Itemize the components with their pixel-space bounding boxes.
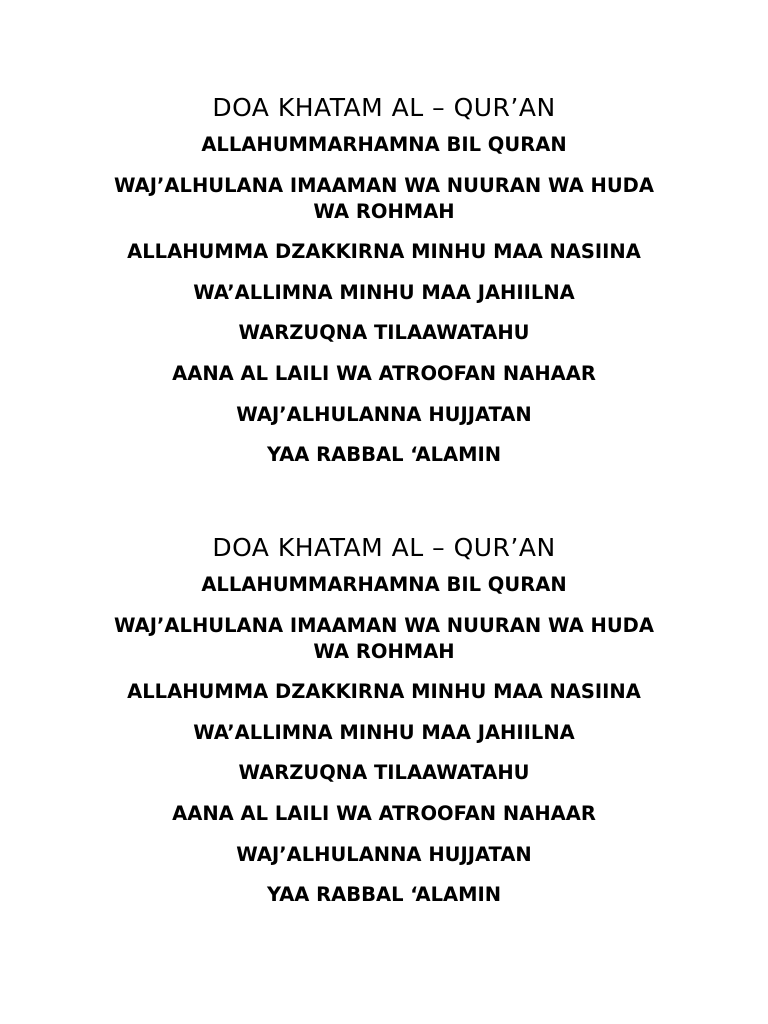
prayer-line: ALLAHUMMARHAMNA BIL QURAN — [201, 133, 567, 156]
prayer-title: DOA KHATAM AL – QUR’AN — [212, 93, 556, 122]
prayer-block-1 — [0, 92, 768, 483]
prayer-line: AANA AL LAILI WA ATROOFAN NAHAAR — [172, 801, 596, 825]
prayer-title: DOA KHATAM AL – QUR’AN — [212, 533, 556, 562]
prayer-line: WA’ALLIMNA MINHU MAA JAHIILNA — [193, 720, 575, 744]
prayer-line: WARZUQNA TILAAWATAHU — [238, 761, 530, 785]
prayer-line: WAJ’ALHULANNA HUJJATAN — [236, 842, 532, 866]
prayer-line: AANA AL LAILI WA ATROOFAN NAHAAR — [172, 361, 596, 385]
prayer-line: YAA RABBAL ‘ALAMIN — [266, 443, 502, 467]
prayer-lines — [0, 572, 768, 908]
prayer-line: WAJ’ALHULANA IMAAMAN WA NUURAN WA HUDA WA ROHMAH — [114, 613, 654, 663]
prayer-block-2 — [0, 532, 768, 923]
prayer-line: WAJ’ALHULANA IMAAMAN WA NUURAN WA HUDA WA ROHMAH — [114, 173, 654, 223]
prayer-lines — [0, 132, 768, 468]
prayer-line: ALLAHUMMARHAMNA BIL QURAN — [201, 573, 567, 596]
prayer-line: WAJ’ALHULANNA HUJJATAN — [236, 402, 532, 426]
prayer-line: WARZUQNA TILAAWATAHU — [238, 321, 530, 345]
prayer-line: ALLAHUMMA DZAKKIRNA MINHU MAA NASIINA — [127, 680, 641, 704]
prayer-line: YAA RABBAL ‘ALAMIN — [266, 883, 502, 907]
prayer-line: WA’ALLIMNA MINHU MAA JAHIILNA — [193, 280, 575, 304]
prayer-line: ALLAHUMMA DZAKKIRNA MINHU MAA NASIINA — [127, 240, 641, 264]
